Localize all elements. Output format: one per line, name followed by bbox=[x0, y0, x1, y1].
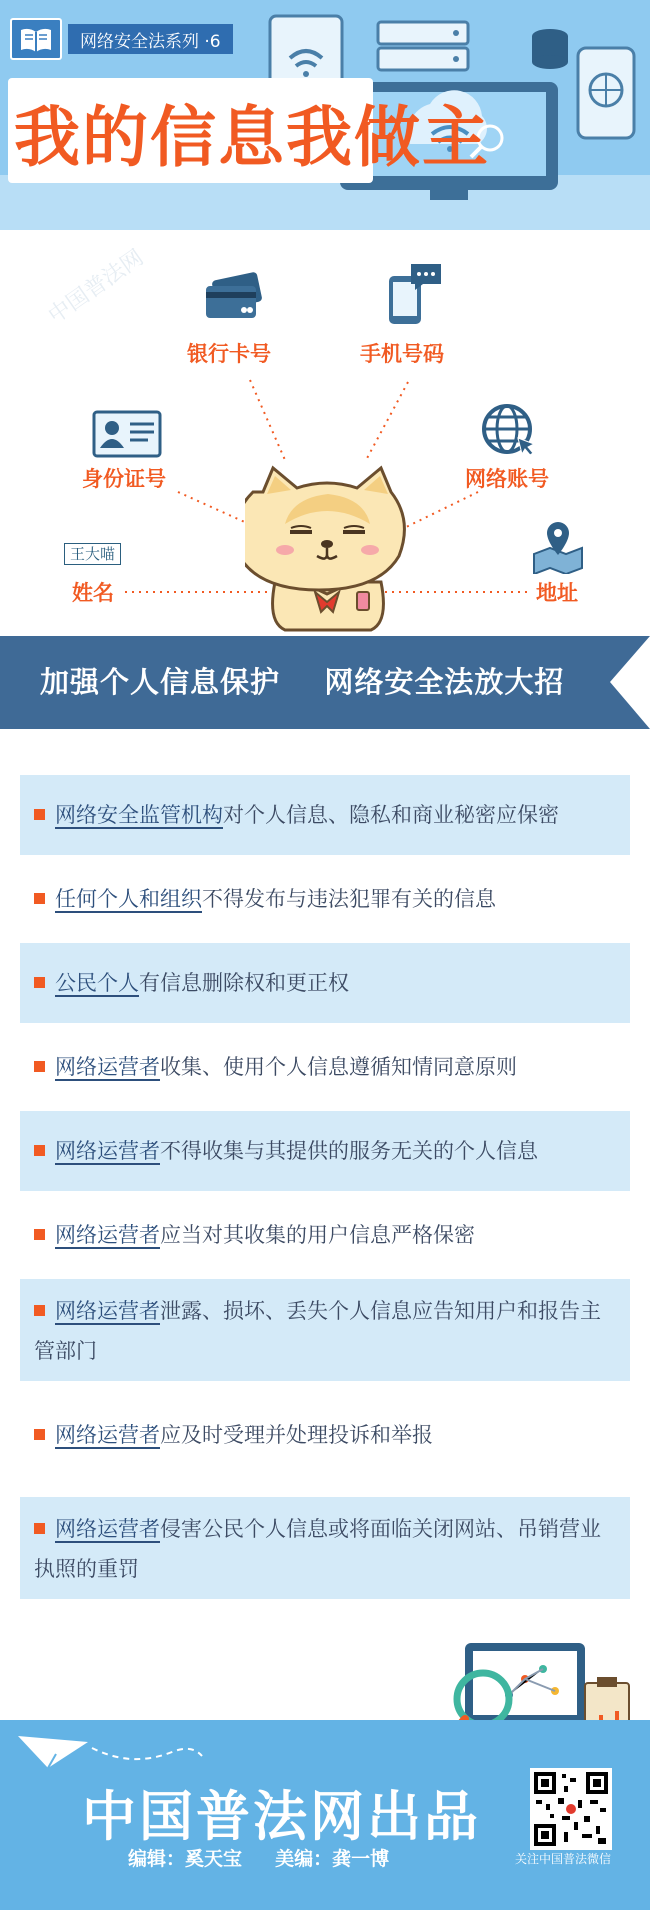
cat-mascot-illustration bbox=[245, 462, 410, 632]
list-item bbox=[20, 943, 630, 1023]
list-item bbox=[20, 859, 630, 939]
list-item bbox=[20, 1111, 630, 1191]
hero-section bbox=[0, 230, 650, 635]
series-badge bbox=[10, 20, 233, 58]
qr-code-icon[interactable] bbox=[530, 1768, 612, 1850]
item-text: 对个人信息、隐私和商业秘密应保密 bbox=[223, 803, 559, 827]
item-keyword: 任何个人和组织 bbox=[55, 887, 202, 911]
paper-plane-icon bbox=[14, 1726, 214, 1776]
address-label: 地址 bbox=[536, 581, 578, 605]
item-keyword: 网络运营者 bbox=[55, 1423, 160, 1447]
phone-label: 手机号码 bbox=[360, 342, 444, 366]
mobile-phone-icon bbox=[385, 262, 445, 326]
item-keyword: 网络安全监管机构 bbox=[55, 803, 223, 827]
item-text: 应当对其收集的用户信息严格保密 bbox=[160, 1223, 475, 1247]
item-keyword: 网络运营者 bbox=[55, 1139, 160, 1163]
list-item bbox=[20, 1279, 630, 1381]
slogan-banner bbox=[0, 636, 650, 729]
footer-title: 中国普法网出品 bbox=[82, 1785, 481, 1848]
list-item bbox=[20, 1195, 630, 1275]
item-text: 有信息删除权和更正权 bbox=[139, 971, 349, 995]
item-text: 不得发布与违法犯罪有关的信息 bbox=[202, 887, 496, 911]
banner-text: 加强个人信息保护 网络安全法放大招 bbox=[40, 665, 565, 699]
bullet-icon bbox=[34, 977, 45, 988]
series-label: 网络安全法系列 ·6 bbox=[68, 24, 233, 54]
item-text: 应及时受理并处理投诉和举报 bbox=[160, 1423, 433, 1447]
bullet-icon bbox=[34, 1229, 45, 1240]
name-label: 姓名 bbox=[72, 581, 114, 605]
item-keyword: 网络运营者 bbox=[55, 1223, 160, 1247]
bullet-icon bbox=[34, 1145, 45, 1156]
item-text: 不得收集与其提供的服务无关的个人信息 bbox=[160, 1139, 538, 1163]
bullet-icon bbox=[34, 809, 45, 820]
account-label: 网络账号 bbox=[465, 467, 549, 491]
footer-credits: 编辑：奚天宝 美编：龚一博 bbox=[128, 1848, 390, 1870]
item-keyword: 网络运营者 bbox=[55, 1055, 160, 1079]
list-item bbox=[20, 1027, 630, 1107]
header bbox=[0, 0, 650, 230]
page-title: 我的信息我做主 bbox=[14, 99, 490, 176]
list-item bbox=[20, 775, 630, 855]
globe-icon bbox=[480, 402, 538, 460]
item-keyword: 网络运营者 bbox=[55, 1517, 160, 1541]
title-box bbox=[8, 78, 490, 183]
list-item bbox=[20, 1497, 630, 1599]
item-text: 侵害公民个人信息或将面临关闭网站、吊销营业执照的重罚 bbox=[34, 1517, 601, 1581]
bullet-icon bbox=[34, 893, 45, 904]
book-icon bbox=[10, 18, 62, 60]
item-text: 泄露、损坏、丢失个人信息应告知用户和报告主管部门 bbox=[34, 1299, 601, 1363]
name-tag: 王大喵 bbox=[64, 543, 121, 565]
item-keyword: 公民个人 bbox=[55, 971, 139, 995]
id-card-label: 身份证号 bbox=[82, 467, 166, 491]
bank-card-label: 银行卡号 bbox=[187, 342, 271, 366]
list-item bbox=[20, 1385, 630, 1485]
bullet-icon bbox=[34, 1305, 45, 1316]
bank-card-icon bbox=[204, 272, 264, 322]
bullet-icon bbox=[34, 1061, 45, 1072]
footer bbox=[0, 1720, 650, 1910]
item-keyword: 网络运营者 bbox=[55, 1299, 160, 1323]
watermark-text: 中国普法网 bbox=[43, 245, 149, 329]
map-pin-icon bbox=[530, 518, 586, 574]
qr-caption: 关注中国普法微信 bbox=[515, 1852, 612, 1866]
bullet-icon bbox=[34, 1523, 45, 1534]
bullet-icon bbox=[34, 1429, 45, 1440]
item-text: 收集、使用个人信息遵循知情同意原则 bbox=[160, 1055, 517, 1079]
id-card-icon bbox=[92, 410, 162, 458]
